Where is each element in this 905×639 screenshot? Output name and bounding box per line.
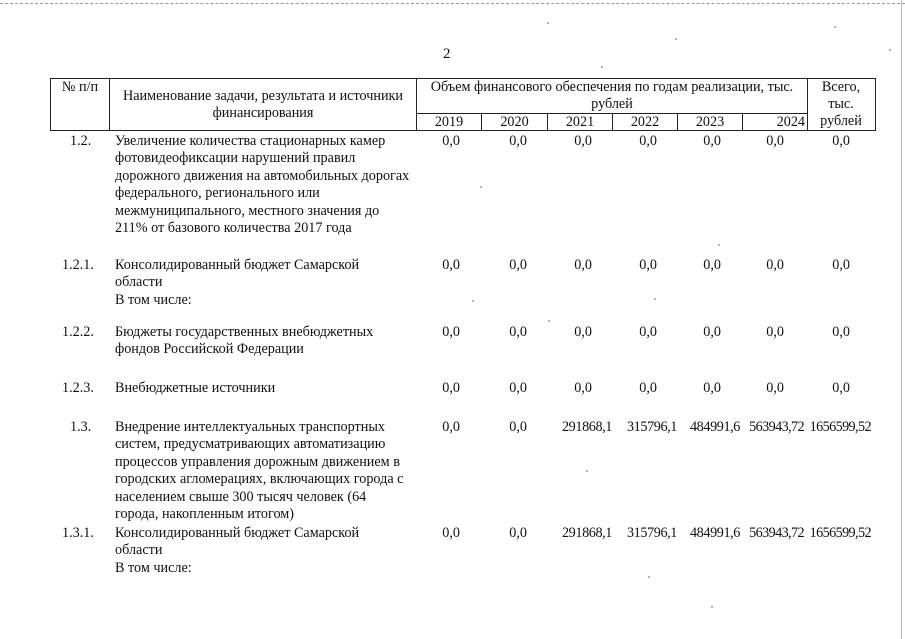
- total-cell: 1656599,52: [809, 419, 871, 435]
- value-cell: 0,0: [509, 324, 527, 340]
- row-number: 1.2.: [70, 133, 92, 149]
- value-cell: 0,0: [509, 419, 527, 435]
- row-name: Консолидированный бюджет Самарской области: [115, 525, 360, 559]
- row-note: В том числе:: [115, 560, 192, 576]
- row-name: Внедрение интеллектуальных транспортных систем, предусматривающих автоматизацию процессов управления дорожным движением в городских агломерациях, включающих города с населением свыше 300 тысяч человек (64 города, накопленным итогом): [115, 419, 404, 523]
- scan-top-border: [0, 3, 905, 4]
- value-cell: 484991,6: [689, 525, 740, 541]
- value-cell: 0,0: [574, 133, 592, 149]
- row-number: 1.2.3.: [62, 380, 94, 396]
- value-cell: 0,0: [639, 257, 657, 273]
- value-cell: 0,0: [509, 133, 527, 149]
- value-cell: 0,0: [442, 257, 460, 273]
- total-cell: 1656599,52: [809, 525, 871, 541]
- header-year: 2021: [565, 114, 595, 130]
- total-cell: 0,0: [832, 257, 850, 273]
- value-cell: 0,0: [766, 324, 784, 340]
- value-cell: 0,0: [639, 133, 657, 149]
- value-cell: 315796,1: [626, 419, 677, 435]
- scan-right-border: [901, 0, 902, 639]
- header-total: Всего, тыс. рублей: [820, 79, 862, 129]
- header-year: 2019: [434, 114, 464, 130]
- value-cell: 0,0: [442, 324, 460, 340]
- header-year: 2020: [500, 114, 529, 130]
- value-cell: 484991,6: [689, 419, 740, 435]
- total-cell: 0,0: [832, 324, 850, 340]
- header-year: 2022: [630, 114, 660, 130]
- total-cell: 0,0: [832, 133, 850, 149]
- value-cell: 0,0: [574, 324, 592, 340]
- header-divider: [109, 78, 110, 131]
- value-cell: 315796,1: [626, 525, 677, 541]
- value-cell: 0,0: [703, 133, 721, 149]
- value-cell: 0,0: [509, 525, 527, 541]
- value-cell: 563943,72: [749, 525, 804, 541]
- row-name: Внебюджетные источники: [115, 380, 276, 396]
- row-name: Увеличение количества стационарных камер фотовидеофиксации нарушений правил дорожного движения на автомобильных дорогах федерального, регионального или межмуниципального, местного значения до 211% от базового количества 2017 года: [115, 133, 410, 237]
- value-cell: 0,0: [766, 133, 784, 149]
- header-divider: [807, 78, 808, 131]
- row-name: Бюджеты государственных внебюджетных фондов Российской Федерации: [115, 324, 374, 358]
- header-funding-volume: Объем финансового обеспечения по годам реализации, тыс. рублей: [430, 79, 794, 112]
- row-number: 1.3.: [70, 419, 92, 435]
- value-cell: 563943,72: [749, 419, 804, 435]
- value-cell: 0,0: [442, 525, 460, 541]
- value-cell: 0,0: [574, 380, 592, 396]
- header-year: 2023: [695, 114, 725, 130]
- value-cell: 0,0: [639, 380, 657, 396]
- value-cell: 0,0: [639, 324, 657, 340]
- header-number: № п/п: [61, 79, 99, 95]
- value-cell: 291868,1: [561, 525, 612, 541]
- value-cell: 0,0: [703, 257, 721, 273]
- value-cell: 291868,1: [561, 419, 612, 435]
- value-cell: 0,0: [703, 324, 721, 340]
- value-cell: 0,0: [442, 419, 460, 435]
- row-name: Консолидированный бюджет Самарской области: [115, 257, 360, 291]
- value-cell: 0,0: [766, 380, 784, 396]
- value-cell: 0,0: [442, 133, 460, 149]
- header-year: 2024: [776, 114, 805, 130]
- row-number: 1.2.1.: [62, 257, 94, 273]
- value-cell: 0,0: [442, 380, 460, 396]
- value-cell: 0,0: [703, 380, 721, 396]
- value-cell: 0,0: [509, 257, 527, 273]
- page-number: 2: [443, 46, 451, 62]
- value-cell: 0,0: [574, 257, 592, 273]
- row-note: В том числе:: [115, 292, 192, 308]
- row-number: 1.3.1.: [62, 525, 94, 541]
- header-task-name: Наименование задачи, результата и источники финансирования: [122, 88, 404, 121]
- row-number: 1.2.2.: [62, 324, 94, 340]
- total-cell: 0,0: [832, 380, 850, 396]
- value-cell: 0,0: [766, 257, 784, 273]
- value-cell: 0,0: [509, 380, 527, 396]
